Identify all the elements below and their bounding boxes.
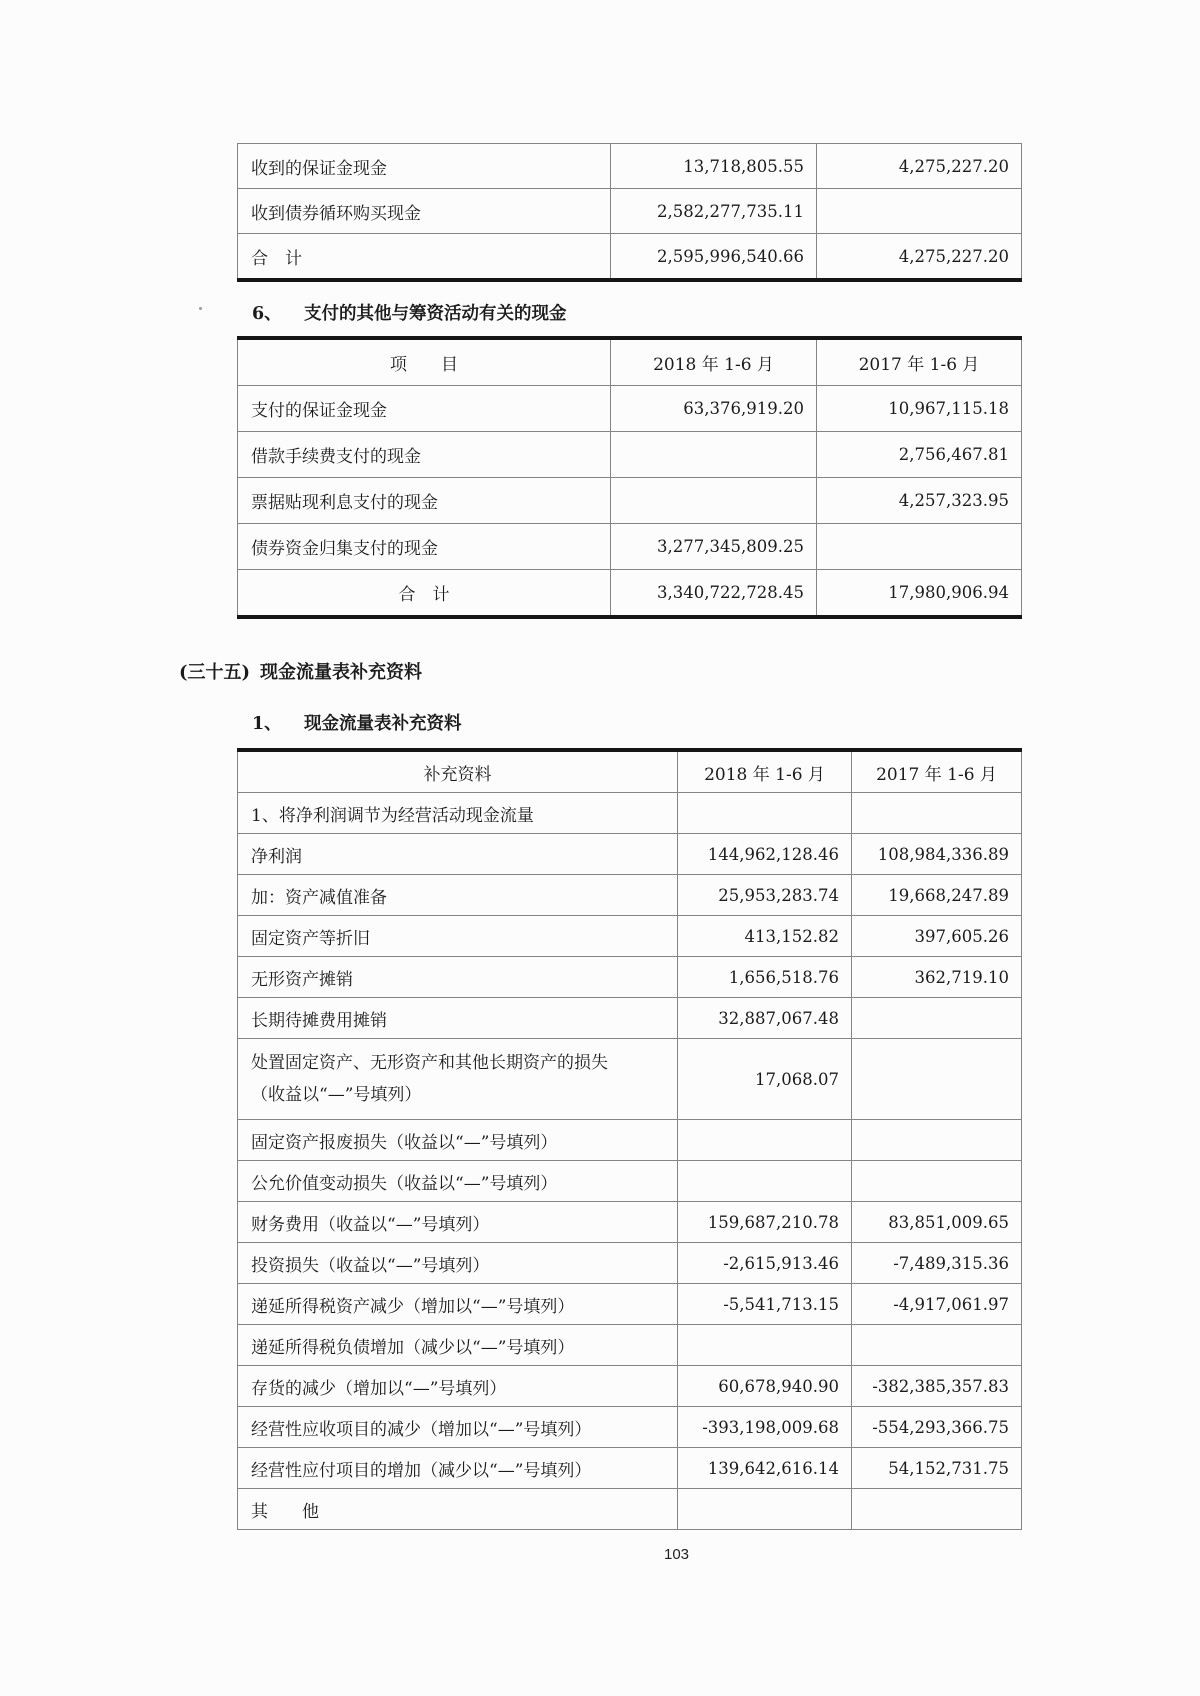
amount-2017: 4,257,323.95 bbox=[817, 478, 1022, 524]
item-label: 公允价值变动损失（收益以“—”号填列） bbox=[238, 1161, 678, 1202]
table-header-row bbox=[238, 338, 1022, 386]
section-number: (三十五) bbox=[179, 662, 251, 683]
table-row bbox=[238, 1243, 1022, 1284]
amount-2018: -2,615,913.46 bbox=[678, 1243, 852, 1284]
amount-2017: 4,275,227.20 bbox=[817, 234, 1022, 281]
amount-2017 bbox=[817, 524, 1022, 570]
table-cash-flow-supplement bbox=[237, 748, 1022, 1530]
section-6-heading bbox=[252, 300, 567, 325]
amount-2018: 3,277,345,809.25 bbox=[611, 524, 817, 570]
table-row bbox=[238, 1284, 1022, 1325]
amount-2018: 139,642,616.14 bbox=[678, 1448, 852, 1489]
item-label: 财务费用（收益以“—”号填列） bbox=[238, 1202, 678, 1243]
item-label: 收到的保证金现金 bbox=[238, 144, 611, 189]
amount-2017: 19,668,247.89 bbox=[852, 875, 1022, 916]
item-label-line2: （收益以“—”号填列） bbox=[251, 1085, 422, 1105]
total-label: 合 计 bbox=[238, 570, 611, 618]
item-label: 票据贴现利息支付的现金 bbox=[238, 478, 611, 524]
item-label: 固定资产等折旧 bbox=[238, 916, 678, 957]
total-label: 合 计 bbox=[238, 234, 611, 281]
section-title: 现金流量表补充资料 bbox=[304, 714, 462, 734]
amount-2017 bbox=[852, 1120, 1022, 1161]
table-row bbox=[238, 1039, 1022, 1120]
amount-2018: 17,068.07 bbox=[678, 1039, 852, 1120]
amount-2018 bbox=[678, 793, 852, 834]
amount-2017 bbox=[852, 1325, 1022, 1366]
table-row bbox=[238, 793, 1022, 834]
amount-2017: -382,385,357.83 bbox=[852, 1366, 1022, 1407]
item-label: 固定资产报废损失（收益以“—”号填列） bbox=[238, 1120, 678, 1161]
table-row bbox=[238, 998, 1022, 1039]
item-label: 净利润 bbox=[238, 834, 678, 875]
amount-2017 bbox=[852, 1161, 1022, 1202]
amount-2017: -554,293,366.75 bbox=[852, 1407, 1022, 1448]
item-label: 支付的保证金现金 bbox=[238, 386, 611, 432]
amount-2018: -393,198,009.68 bbox=[678, 1407, 852, 1448]
amount-2017: 108,984,336.89 bbox=[852, 834, 1022, 875]
amount-2018: 3,340,722,728.45 bbox=[611, 570, 817, 618]
table-row bbox=[238, 1366, 1022, 1407]
table-row bbox=[238, 432, 1022, 478]
amount-2017: 397,605.26 bbox=[852, 916, 1022, 957]
item-label: 1、将净利润调节为经营活动现金流量 bbox=[238, 793, 678, 834]
subsection-1-heading bbox=[252, 710, 462, 735]
table-row bbox=[238, 1448, 1022, 1489]
item-label-line1: 处置固定资产、无形资产和其他长期资产的损失 bbox=[251, 1053, 608, 1073]
column-header-item: 项 目 bbox=[238, 338, 611, 386]
amount-2017: 83,851,009.65 bbox=[852, 1202, 1022, 1243]
amount-2018: 25,953,283.74 bbox=[678, 875, 852, 916]
amount-2017 bbox=[852, 998, 1022, 1039]
table-other-financing-cash-received bbox=[237, 143, 1022, 282]
table-row bbox=[238, 386, 1022, 432]
amount-2017 bbox=[852, 793, 1022, 834]
amount-2018 bbox=[678, 1489, 852, 1530]
section-title: 支付的其他与筹资活动有关的现金 bbox=[304, 304, 567, 324]
section-35-heading bbox=[179, 658, 422, 684]
scan-artifact-dot bbox=[199, 307, 202, 310]
table-row bbox=[238, 1325, 1022, 1366]
column-header-2017: 2017 年 1-6 月 bbox=[852, 750, 1022, 793]
item-label: 递延所得税资产减少（增加以“—”号填列） bbox=[238, 1284, 678, 1325]
table-header-row bbox=[238, 750, 1022, 793]
table-row bbox=[238, 524, 1022, 570]
table-row bbox=[238, 875, 1022, 916]
table-row bbox=[238, 1407, 1022, 1448]
table-row bbox=[238, 478, 1022, 524]
amount-2018 bbox=[678, 1161, 852, 1202]
column-header-2017: 2017 年 1-6 月 bbox=[817, 338, 1022, 386]
table-row bbox=[238, 834, 1022, 875]
item-label: 长期待摊费用摊销 bbox=[238, 998, 678, 1039]
amount-2017: 10,967,115.18 bbox=[817, 386, 1022, 432]
amount-2017: -7,489,315.36 bbox=[852, 1243, 1022, 1284]
amount-2018: 413,152.82 bbox=[678, 916, 852, 957]
item-label: 投资损失（收益以“—”号填列） bbox=[238, 1243, 678, 1284]
table-row bbox=[238, 1202, 1022, 1243]
amount-2017 bbox=[852, 1039, 1022, 1120]
item-label: 借款手续费支付的现金 bbox=[238, 432, 611, 478]
total-row bbox=[238, 234, 1022, 281]
section-title: 现金流量表补充资料 bbox=[260, 662, 423, 683]
item-label: 经营性应收项目的减少（增加以“—”号填列） bbox=[238, 1407, 678, 1448]
item-label: 债券资金归集支付的现金 bbox=[238, 524, 611, 570]
page-number: 103 bbox=[664, 1546, 690, 1563]
table-row bbox=[238, 957, 1022, 998]
amount-2018 bbox=[678, 1325, 852, 1366]
table-row bbox=[238, 916, 1022, 957]
column-header-2018: 2018 年 1-6 月 bbox=[678, 750, 852, 793]
amount-2017: 2,756,467.81 bbox=[817, 432, 1022, 478]
amount-2018 bbox=[611, 432, 817, 478]
table-row bbox=[238, 1489, 1022, 1530]
amount-2018: 13,718,805.55 bbox=[611, 144, 817, 189]
section-number: 6、 bbox=[252, 304, 282, 324]
amount-2018: 60,678,940.90 bbox=[678, 1366, 852, 1407]
amount-2018: 159,687,210.78 bbox=[678, 1202, 852, 1243]
column-header-2018: 2018 年 1-6 月 bbox=[611, 338, 817, 386]
item-label bbox=[238, 1039, 678, 1120]
amount-2018: 63,376,919.20 bbox=[611, 386, 817, 432]
amount-2017: 362,719.10 bbox=[852, 957, 1022, 998]
item-label: 加：资产减值准备 bbox=[238, 875, 678, 916]
table-row bbox=[238, 1120, 1022, 1161]
item-label: 经营性应付项目的增加（减少以“—”号填列） bbox=[238, 1448, 678, 1489]
table-row bbox=[238, 144, 1022, 189]
amount-2018: 144,962,128.46 bbox=[678, 834, 852, 875]
amount-2018: 2,582,277,735.11 bbox=[611, 189, 817, 234]
section-number: 1、 bbox=[252, 714, 282, 734]
amount-2018: 32,887,067.48 bbox=[678, 998, 852, 1039]
column-header-item: 补充资料 bbox=[238, 750, 678, 793]
amount-2017: 17,980,906.94 bbox=[817, 570, 1022, 618]
amount-2017: -4,917,061.97 bbox=[852, 1284, 1022, 1325]
amount-2017: 4,275,227.20 bbox=[817, 144, 1022, 189]
amount-2018: -5,541,713.15 bbox=[678, 1284, 852, 1325]
amount-2018 bbox=[678, 1120, 852, 1161]
table-row bbox=[238, 189, 1022, 234]
table-row bbox=[238, 1161, 1022, 1202]
amount-2018: 2,595,996,540.66 bbox=[611, 234, 817, 281]
item-label: 无形资产摊销 bbox=[238, 957, 678, 998]
amount-2017 bbox=[852, 1489, 1022, 1530]
total-row bbox=[238, 570, 1022, 618]
amount-2018: 1,656,518.76 bbox=[678, 957, 852, 998]
item-label: 收到债券循环购买现金 bbox=[238, 189, 611, 234]
item-label: 其 他 bbox=[238, 1489, 678, 1530]
table-other-financing-cash-paid bbox=[237, 336, 1022, 619]
item-label: 存货的减少（增加以“—”号填列） bbox=[238, 1366, 678, 1407]
amount-2017 bbox=[817, 189, 1022, 234]
item-label: 递延所得税负债增加（减少以“—”号填列） bbox=[238, 1325, 678, 1366]
amount-2018 bbox=[611, 478, 817, 524]
amount-2017: 54,152,731.75 bbox=[852, 1448, 1022, 1489]
